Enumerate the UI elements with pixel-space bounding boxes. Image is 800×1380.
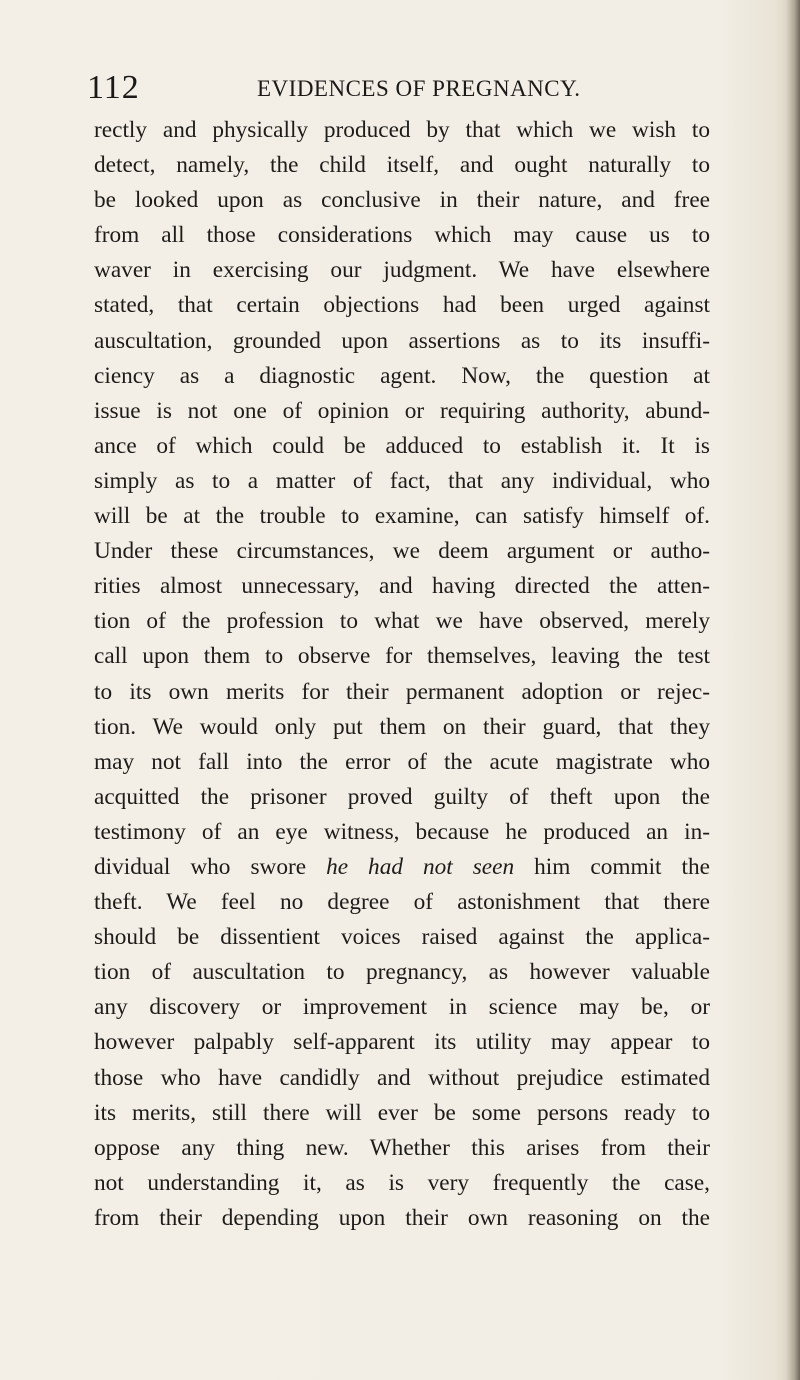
italic-phrase: he had not seen xyxy=(326,853,515,880)
text-line: any discovery or improvement in science may be, or xyxy=(94,994,710,1021)
running-head: EVIDENCES OF PREGNANCY. xyxy=(257,76,581,101)
text-segment: him commit the xyxy=(514,853,710,880)
text-line: should be dissentient voices raised against the applica- xyxy=(94,924,710,951)
text-line: to its own merits for their permanent adoption or rejec- xyxy=(94,678,710,705)
text-line: waver in exercising our judgment. We have elsewhere xyxy=(94,257,710,284)
page-edge-shadow xyxy=(786,0,800,1380)
text-line: its merits, still there will ever be some persons ready to xyxy=(94,1099,710,1126)
text-line: auscultation, grounded upon assertions as to its insuffi- xyxy=(94,327,710,354)
text-line: rities almost unnecessary, and having directed the atten- xyxy=(94,573,710,600)
text-line: not understanding it, as is very frequently the case, xyxy=(94,1169,710,1196)
text-line: simply as to a matter of fact, that any individual, who xyxy=(94,467,710,494)
text-line: tion of the profession to what we have observed, merely xyxy=(94,608,710,635)
text-line: will be at the trouble to examine, can satisfy himself of. xyxy=(94,503,710,530)
text-line-with-italic xyxy=(94,850,710,885)
text-line: issue is not one of opinion or requiring authority, abund- xyxy=(94,397,710,424)
text-line: Under these circumstances, we deem argument or autho- xyxy=(94,538,710,565)
page-number: 112 xyxy=(87,69,140,106)
text-line: rectly and physically produced by that which we wish to xyxy=(94,117,710,143)
text-line: tion. We would only put them on their guard, that they xyxy=(94,713,710,740)
text-line: call upon them to observe for themselves, leaving the test xyxy=(94,643,710,670)
text-line: acquitted the prisoner proved guilty of theft upon the xyxy=(94,783,710,810)
text-line: from all those considerations which may cause us to xyxy=(94,222,710,249)
text-line: theft. We feel no degree of astonishment that there xyxy=(94,889,710,916)
text-line: may not fall into the error of the acute magistrate who xyxy=(94,748,710,775)
text-line: ciency as a diagnostic agent. Now, the question at xyxy=(94,362,710,389)
text-line: testimony of an eye witness, because he produced an in- xyxy=(94,818,710,845)
text-line: however palpably self-apparent its utility may appear to xyxy=(94,1029,710,1056)
text-line: oppose any thing new. Whether this arises from their xyxy=(94,1134,710,1161)
text-line: tion of auscultation to pregnancy, as however valuable xyxy=(94,959,710,986)
text-line: ance of which could be adduced to establish it. It is xyxy=(94,432,710,459)
body-text xyxy=(94,113,710,1236)
text-line: stated, that certain objections had been urged against xyxy=(94,292,710,319)
text-segment: dividual who swore xyxy=(94,853,327,880)
text-line: be looked upon as conclusive in their nature, and free xyxy=(94,187,710,214)
text-line: detect, namely, the child itself, and ought naturally to xyxy=(94,152,710,179)
text-line: those who have candidly and without prejudice estimated xyxy=(94,1064,710,1091)
page-header xyxy=(87,68,737,108)
text-line: from their depending upon their own reasoning on the xyxy=(94,1204,710,1231)
